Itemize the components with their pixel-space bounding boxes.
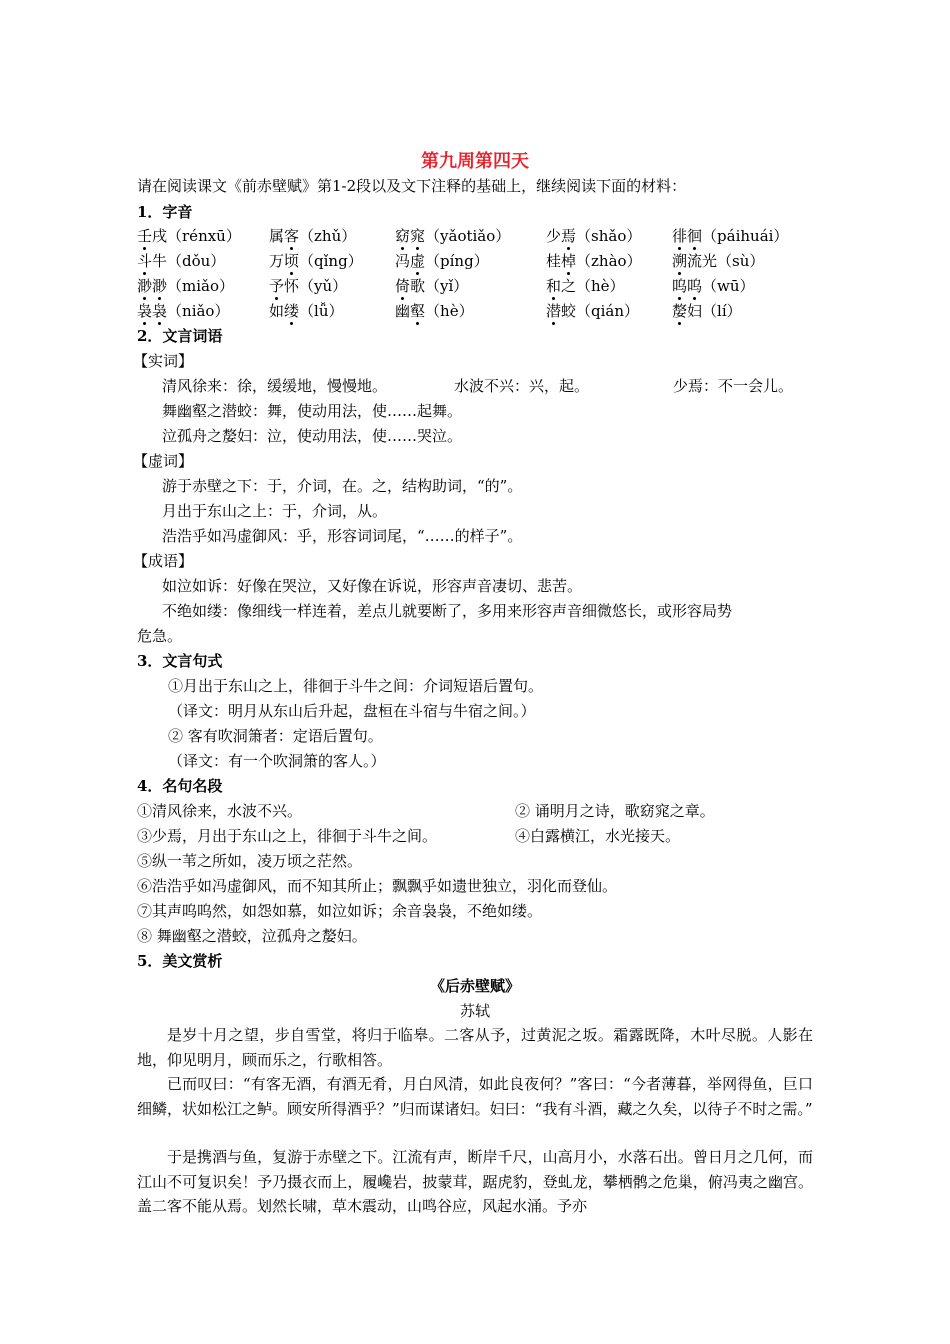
essay-paragraph: 是岁十月之望，步自雪堂，将归于临皋。二客从予，过黄泥之坂。霜露既降，木叶尽脱。人影在地，仰见明月，顾而乐之，行歌相答。	[137, 1026, 813, 1069]
emphasized-character: 渺渺	[137, 277, 168, 295]
famous-line: ⑤纵一苇之所如，凌万顷之茫然。	[137, 852, 363, 870]
section-1-heading: 1．字音	[137, 203, 193, 221]
word-suffix-pinyin: （páihuái）	[702, 227, 789, 245]
word-suffix-pinyin: 戌（rénxū）	[152, 227, 241, 245]
famous-line: ①清风徐来，水波不兴。	[137, 802, 303, 820]
chengyu-item: 不绝如缕：像细线一样连着，差点儿就要断了，多用来形容声音细微悠长，或形容局势	[162, 602, 733, 620]
intro-text: 请在阅读课文《前赤壁赋》第1-2段以及文下注释的基础上，继续阅读下面的材料：	[137, 177, 687, 195]
sentence-translation: （译文：明月从东山后升起，盘桓在斗宿与牛宿之间。）	[168, 702, 536, 720]
pronunciation-item	[546, 301, 639, 321]
emphasized-character: 顷	[284, 252, 300, 270]
emphasized-character: 倚	[395, 277, 411, 295]
emphasized-character: 壑	[410, 302, 426, 320]
emphasized-character: 窈窕	[395, 227, 426, 245]
word-suffix-pinyin: （shǎo）	[576, 227, 642, 245]
word-suffix-pinyin: （niǎo）	[167, 302, 230, 320]
word-suffix-pinyin: 牛（dǒu）	[152, 252, 226, 270]
pronunciation-item	[269, 301, 344, 321]
word-prefix: 如	[269, 302, 285, 320]
xuci-item: 月出于东山之上：于，介词，从。	[162, 502, 388, 520]
emphasized-character: 壬	[137, 227, 153, 245]
word-suffix-pinyin: （yǎotiǎo）	[425, 227, 511, 245]
famous-line: ② 诵明月之诗，歌窈窕之章。	[515, 802, 715, 820]
word-suffix-pinyin: （hè）	[425, 302, 474, 320]
pronunciation-item	[546, 226, 641, 246]
xuci-item: 游于赤壁之下：于，介词，在。之，结构助词，“的”。	[162, 477, 523, 495]
emphasized-character: 嫠	[672, 302, 688, 320]
shici-item: 泣孤舟之嫠妇：泣，使动用法，使……哭泣。	[162, 427, 463, 445]
pronunciation-item	[137, 276, 234, 296]
pronunciation-item	[269, 276, 347, 296]
emphasized-character: 徘徊	[672, 227, 703, 245]
famous-line: ⑧ 舞幽壑之潜蛟，泣孤舟之嫠妇。	[137, 927, 367, 945]
famous-line: ⑦其声呜呜然，如怨如慕，如泣如诉；余音袅袅，不绝如缕。	[137, 902, 543, 920]
emphasized-character: 呜呜	[672, 277, 703, 295]
pronunciation-item	[269, 251, 363, 271]
chengyu-item: 如泣如诉：好像在哭泣，又好像在诉说，形容声音凄切、悲苦。	[162, 577, 583, 595]
word-suffix-pinyin: （zhǔ）	[299, 227, 357, 245]
emphasized-character: 焉	[561, 227, 577, 245]
sentence-pattern: ② 客有吹洞箫者：定语后置句。	[168, 727, 383, 745]
word-suffix-pinyin: 歌（yǐ）	[410, 277, 469, 295]
pronunciation-item	[395, 276, 468, 296]
famous-line: ④白露横江，水光接天。	[515, 827, 681, 845]
pronunciation-item	[672, 226, 788, 246]
section-4-heading: 4．名句名段	[137, 777, 223, 795]
shici-label: 【实词】	[133, 352, 194, 370]
pronunciation-item	[137, 226, 241, 246]
word-prefix: 属	[269, 227, 285, 245]
essay-paragraph: 于是携酒与鱼，复游于赤壁之下。江流有声，断岸千尺，山高月小，水落石出。曾日月之几何，而江山不可复识矣！予乃摄衣而上，履巉岩，披蒙茸，踞虎豹，登虬龙，攀栖鹘之危巢，俯冯夷之幽宫。盖二客不能从焉。划然长啸，草木震动，山鸣谷应，风起水涌。予亦	[137, 1148, 813, 1215]
word-prefix: 冯	[395, 252, 411, 270]
pronunciation-item	[672, 301, 742, 321]
pronunciation-item	[137, 251, 225, 271]
pronunciation-item	[546, 251, 642, 271]
xuci-label: 【虚词】	[133, 452, 194, 470]
pronunciation-item	[395, 301, 474, 321]
xuci-item: 浩浩乎如冯虚御风：乎，形容词词尾，“……的样子”。	[162, 527, 523, 545]
pronunciation-item	[546, 276, 625, 296]
sentence-pattern: ①月出于东山之上，徘徊于斗牛之间：介词短语后置句。	[168, 677, 544, 695]
word-prefix: 少	[546, 227, 562, 245]
word-suffix-pinyin: （wū）	[702, 277, 755, 295]
pronunciation-item	[137, 301, 229, 321]
pronunciation-item	[395, 251, 489, 271]
emphasized-character: 予	[269, 277, 285, 295]
word-suffix-pinyin: 蛟（qián）	[561, 302, 640, 320]
emphasized-character: 溯	[672, 252, 688, 270]
section-3-heading: 3．文言句式	[137, 652, 223, 670]
chengyu-item-continued: 危急。	[137, 627, 183, 645]
chengyu-label: 【成语】	[133, 552, 194, 570]
word-suffix-pinyin: 妇（lí）	[687, 302, 742, 320]
word-suffix-pinyin: 怀（yǔ）	[284, 277, 348, 295]
shici-item: 水波不兴：兴，起。	[454, 377, 590, 395]
word-suffix-pinyin: （zhào）	[576, 252, 642, 270]
sentence-translation: （译文：有一个吹洞箫的客人。）	[168, 752, 386, 770]
emphasized-character: 斗	[137, 252, 153, 270]
word-suffix-pinyin: （lǚ）	[299, 302, 344, 320]
word-suffix-pinyin: （qǐng）	[299, 252, 363, 270]
essay-title: 《后赤壁赋》	[429, 977, 520, 995]
emphasized-character: 虚	[410, 252, 426, 270]
emphasized-character: 客	[284, 227, 300, 245]
word-prefix: 万	[269, 252, 285, 270]
word-suffix-pinyin: 流光（sù）	[687, 252, 765, 270]
emphasized-character: 潜	[546, 302, 562, 320]
word-prefix: 桂	[546, 252, 562, 270]
word-suffix-pinyin: 之（hè）	[561, 277, 625, 295]
word-suffix-pinyin: （miǎo）	[167, 277, 235, 295]
emphasized-character: 棹	[561, 252, 577, 270]
pronunciation-item	[672, 251, 764, 271]
word-suffix-pinyin: （píng）	[425, 252, 489, 270]
essay-author: 苏轼	[459, 1002, 490, 1020]
shici-item: 清风徐来：徐，缓缓地，慢慢地。	[162, 377, 388, 395]
emphasized-character: 缕	[284, 302, 300, 320]
emphasized-character: 袅袅	[137, 302, 168, 320]
section-5-heading: 5．美文赏析	[137, 952, 223, 970]
shici-item: 舞幽壑之潜蛟：舞，使动用法，使……起舞。	[162, 402, 463, 420]
pronunciation-item	[672, 276, 755, 296]
shici-item: 少焉：不一会儿。	[673, 377, 794, 395]
page-title: 第九周第四天	[421, 151, 529, 172]
section-2-heading: 2．文言词语	[137, 327, 223, 345]
word-prefix: 幽	[395, 302, 411, 320]
pronunciation-item	[395, 226, 510, 246]
famous-line: ③少焉，月出于东山之上，徘徊于斗牛之间。	[137, 827, 438, 845]
emphasized-character: 和	[546, 277, 562, 295]
pronunciation-item	[269, 226, 356, 246]
famous-line: ⑥浩浩乎如冯虚御风，而不知其所止；飘飘乎如遗世独立，羽化而登仙。	[137, 877, 618, 895]
essay-paragraph: 已而叹曰：“有客无酒，有酒无肴，月白风清，如此良夜何？”客曰：“今者薄暮，举网得鱼，巨口细鳞，状如松江之鲈。顾安所得酒乎？”归而谋诸妇。妇曰：“我有斗酒，藏之久矣，以待子不时之需。”	[137, 1075, 813, 1118]
